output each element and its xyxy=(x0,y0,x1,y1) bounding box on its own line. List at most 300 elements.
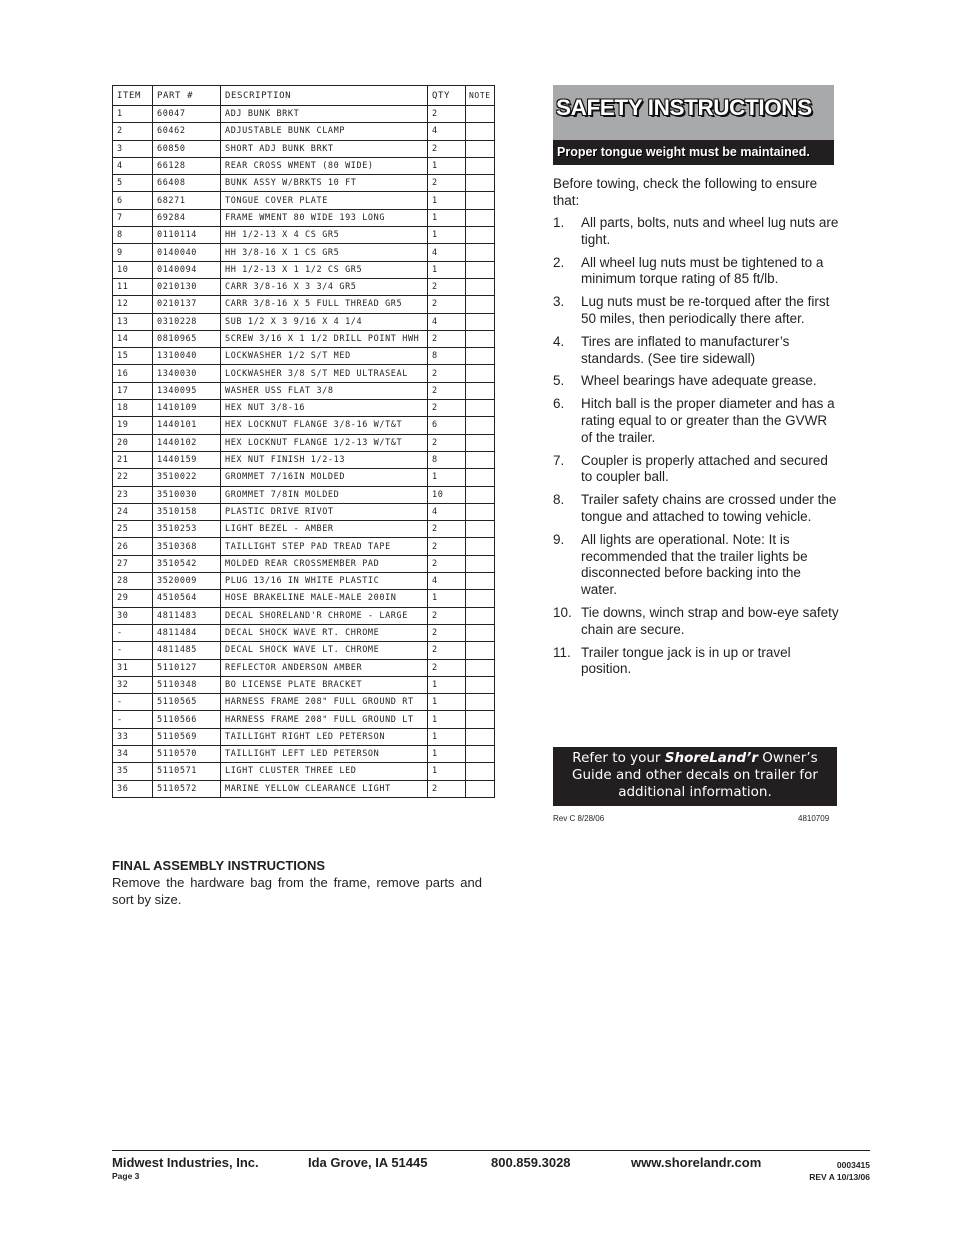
cell-qty: 2 xyxy=(428,330,466,347)
cell-part-number: 4811485 xyxy=(153,642,221,659)
cell-item: 15 xyxy=(113,348,153,365)
cell-description: DECAL SHOCK WAVE LT. CHROME xyxy=(221,642,428,659)
table-row xyxy=(113,434,495,451)
list-item xyxy=(553,215,839,249)
refer-text-post: Owner’s Guide and other decals on trailer for additional information. xyxy=(572,750,818,800)
cell-description: LIGHT BEZEL - AMBER xyxy=(221,521,428,538)
cell-note xyxy=(466,365,495,382)
cell-description: HEX LOCKNUT FLANGE 3/8-16 W/T&T xyxy=(221,417,428,434)
cell-note xyxy=(466,780,495,797)
list-item xyxy=(553,453,839,487)
cell-note xyxy=(466,417,495,434)
cell-note xyxy=(466,694,495,711)
table-row xyxy=(113,244,495,261)
cell-qty: 2 xyxy=(428,296,466,313)
table-row xyxy=(113,486,495,503)
cell-item: 8 xyxy=(113,227,153,244)
refer-box xyxy=(553,747,837,806)
cell-part-number: 60047 xyxy=(153,106,221,123)
cell-qty: 1 xyxy=(428,227,466,244)
cell-part-number: 0210130 xyxy=(153,278,221,295)
table-row xyxy=(113,728,495,745)
list-item xyxy=(553,532,839,599)
cell-qty: 2 xyxy=(428,382,466,399)
cell-item: 20 xyxy=(113,434,153,451)
cell-item: 17 xyxy=(113,382,153,399)
cell-qty: 1 xyxy=(428,209,466,226)
cell-part-number: 5110572 xyxy=(153,780,221,797)
cell-qty: 2 xyxy=(428,521,466,538)
cell-part-number: 3510158 xyxy=(153,503,221,520)
cell-part-number: 4510564 xyxy=(153,590,221,607)
cell-qty: 2 xyxy=(428,400,466,417)
table-row xyxy=(113,382,495,399)
cell-item: 12 xyxy=(113,296,153,313)
table-row xyxy=(113,140,495,157)
cell-qty: 1 xyxy=(428,261,466,278)
cell-item: - xyxy=(113,642,153,659)
cell-note xyxy=(466,676,495,693)
final-assembly-section xyxy=(112,857,482,908)
cell-qty: 1 xyxy=(428,745,466,762)
cell-part-number: 3510030 xyxy=(153,486,221,503)
safety-subtitle: Proper tongue weight must be maintained. xyxy=(557,145,810,159)
list-item xyxy=(553,294,839,328)
cell-item: 4 xyxy=(113,157,153,174)
footer-website: www.shorelandr.com xyxy=(631,1155,762,1170)
cell-description: MOLDED REAR CROSSMEMBER PAD xyxy=(221,555,428,572)
cell-part-number: 4811483 xyxy=(153,607,221,624)
list-item-number: 3. xyxy=(553,294,565,310)
cell-description: LOCKWASHER 1/2 S/T MED xyxy=(221,348,428,365)
col-header-description: DESCRIPTION xyxy=(221,86,428,106)
safety-part-number: 4810709 xyxy=(798,814,830,823)
cell-note xyxy=(466,763,495,780)
cell-part-number: 3510542 xyxy=(153,555,221,572)
cell-description: LOCKWASHER 3/8 S/T MED ULTRASEAL xyxy=(221,365,428,382)
final-assembly-text: Remove the hardware bag from the frame, remove parts and sort by size. xyxy=(112,875,482,907)
refer-brand: ShoreLand’r xyxy=(664,750,758,766)
cell-note xyxy=(466,451,495,468)
cell-part-number: 5110571 xyxy=(153,763,221,780)
cell-item: 1 xyxy=(113,106,153,123)
list-item xyxy=(553,605,839,639)
cell-part-number: 66408 xyxy=(153,175,221,192)
cell-note xyxy=(466,261,495,278)
list-item xyxy=(553,396,839,446)
cell-description: ADJUSTABLE BUNK CLAMP xyxy=(221,123,428,140)
cell-qty: 1 xyxy=(428,676,466,693)
cell-description: WASHER USS FLAT 3/8 xyxy=(221,382,428,399)
cell-item: 3 xyxy=(113,140,153,157)
cell-item: - xyxy=(113,694,153,711)
cell-qty: 6 xyxy=(428,417,466,434)
cell-qty: 2 xyxy=(428,642,466,659)
table-row xyxy=(113,348,495,365)
cell-note xyxy=(466,330,495,347)
list-item-number: 7. xyxy=(553,452,565,468)
cell-item: 2 xyxy=(113,123,153,140)
table-row xyxy=(113,296,495,313)
cell-note xyxy=(466,348,495,365)
cell-part-number: 5110565 xyxy=(153,694,221,711)
cell-note xyxy=(466,503,495,520)
cell-part-number: 4811484 xyxy=(153,624,221,641)
cell-qty: 4 xyxy=(428,573,466,590)
list-item-number: 10. xyxy=(553,604,572,620)
cell-item: 16 xyxy=(113,365,153,382)
cell-note xyxy=(466,140,495,157)
cell-part-number: 5110566 xyxy=(153,711,221,728)
cell-qty: 4 xyxy=(428,313,466,330)
cell-qty: 8 xyxy=(428,451,466,468)
cell-note xyxy=(466,296,495,313)
cell-part-number: 5110570 xyxy=(153,745,221,762)
list-item xyxy=(553,645,839,679)
cell-note xyxy=(466,400,495,417)
cell-note xyxy=(466,521,495,538)
cell-description: HH 1/2-13 X 4 CS GR5 xyxy=(221,227,428,244)
list-item xyxy=(553,492,839,526)
cell-note xyxy=(466,607,495,624)
cell-item: 13 xyxy=(113,313,153,330)
list-item-number: 11. xyxy=(553,644,571,660)
cell-description: REFLECTOR ANDERSON AMBER xyxy=(221,659,428,676)
col-header-item: ITEM xyxy=(113,86,153,106)
cell-item: 22 xyxy=(113,469,153,486)
cell-part-number: 0310228 xyxy=(153,313,221,330)
cell-qty: 4 xyxy=(428,244,466,261)
cell-qty: 1 xyxy=(428,157,466,174)
safety-revision: Rev C 8/28/06 xyxy=(553,814,605,823)
table-row xyxy=(113,780,495,797)
cell-description: PLUG 13/16 IN WHITE PLASTIC xyxy=(221,573,428,590)
cell-qty: 1 xyxy=(428,728,466,745)
cell-note xyxy=(466,538,495,555)
table-row xyxy=(113,192,495,209)
refer-text-pre: Refer to your xyxy=(572,750,665,766)
cell-note xyxy=(466,434,495,451)
safety-header xyxy=(553,85,834,165)
cell-part-number: 1340030 xyxy=(153,365,221,382)
parts-table-body xyxy=(113,106,495,798)
cell-part-number: 0110114 xyxy=(153,227,221,244)
cell-description: BO LICENSE PLATE BRACKET xyxy=(221,676,428,693)
table-row xyxy=(113,451,495,468)
cell-description: TAILLIGHT LEFT LED PETERSON xyxy=(221,745,428,762)
cell-part-number: 3510022 xyxy=(153,469,221,486)
cell-item: 31 xyxy=(113,659,153,676)
cell-note xyxy=(466,382,495,399)
cell-item: 29 xyxy=(113,590,153,607)
cell-qty: 2 xyxy=(428,365,466,382)
table-row xyxy=(113,261,495,278)
cell-description: GROMMET 7/8IN MOLDED xyxy=(221,486,428,503)
cell-note xyxy=(466,123,495,140)
cell-qty: 2 xyxy=(428,538,466,555)
cell-item: 6 xyxy=(113,192,153,209)
cell-note xyxy=(466,469,495,486)
table-row xyxy=(113,745,495,762)
safety-subtitle-bar xyxy=(553,140,834,165)
cell-qty: 2 xyxy=(428,278,466,295)
cell-qty: 2 xyxy=(428,780,466,797)
table-row xyxy=(113,400,495,417)
cell-qty: 2 xyxy=(428,555,466,572)
cell-qty: 2 xyxy=(428,175,466,192)
cell-note xyxy=(466,624,495,641)
table-row xyxy=(113,278,495,295)
list-item-text: Trailer tongue jack is in up or travel position. xyxy=(581,644,791,677)
cell-note xyxy=(466,590,495,607)
cell-item: 18 xyxy=(113,400,153,417)
cell-part-number: 3510368 xyxy=(153,538,221,555)
cell-description: HH 3/8-16 X 1 CS GR5 xyxy=(221,244,428,261)
list-item-number: 1. xyxy=(553,215,565,230)
cell-part-number: 0210137 xyxy=(153,296,221,313)
list-item xyxy=(553,334,839,368)
cell-item: - xyxy=(113,711,153,728)
safety-checklist xyxy=(553,215,839,684)
table-row xyxy=(113,624,495,641)
cell-qty: 10 xyxy=(428,486,466,503)
cell-item: 10 xyxy=(113,261,153,278)
cell-note xyxy=(466,175,495,192)
cell-item: 35 xyxy=(113,763,153,780)
parts-table xyxy=(112,85,495,798)
cell-note xyxy=(466,227,495,244)
cell-qty: 4 xyxy=(428,123,466,140)
cell-note xyxy=(466,313,495,330)
cell-part-number: 69284 xyxy=(153,209,221,226)
cell-item: 19 xyxy=(113,417,153,434)
cell-item: 9 xyxy=(113,244,153,261)
cell-qty: 2 xyxy=(428,624,466,641)
cell-qty: 1 xyxy=(428,763,466,780)
cell-item: 33 xyxy=(113,728,153,745)
table-row xyxy=(113,209,495,226)
cell-description: PLASTIC DRIVE RIVOT xyxy=(221,503,428,520)
cell-part-number: 1410109 xyxy=(153,400,221,417)
cell-description: HARNESS FRAME 208" FULL GROUND LT xyxy=(221,711,428,728)
cell-part-number: 1440101 xyxy=(153,417,221,434)
list-item-text: All parts, bolts, nuts and wheel lug nuts are tight. xyxy=(581,215,839,247)
table-row xyxy=(113,123,495,140)
cell-description: HOSE BRAKELINE MALE-MALE 200IN xyxy=(221,590,428,607)
list-item-number: 8. xyxy=(553,492,565,508)
cell-part-number: 1440102 xyxy=(153,434,221,451)
cell-note xyxy=(466,486,495,503)
cell-note xyxy=(466,192,495,209)
cell-description: SCREW 3/16 X 1 1/2 DRILL POINT HWH xyxy=(221,330,428,347)
table-row xyxy=(113,503,495,520)
cell-item: 21 xyxy=(113,451,153,468)
cell-part-number: 0140094 xyxy=(153,261,221,278)
cell-part-number: 5110348 xyxy=(153,676,221,693)
list-item-number: 2. xyxy=(553,254,565,270)
list-item-text: All lights are operational. Note: It is recommended that the trailer lights be disconnected before backing into the water. xyxy=(581,531,808,598)
col-header-note: NOTE xyxy=(466,86,495,106)
table-row xyxy=(113,521,495,538)
cell-description: MARINE YELLOW CLEARANCE LIGHT xyxy=(221,780,428,797)
cell-item: 30 xyxy=(113,607,153,624)
cell-item: 27 xyxy=(113,555,153,572)
safety-title: SAFETY INSTRUCTIONS xyxy=(556,95,812,120)
cell-item: - xyxy=(113,624,153,641)
cell-qty: 8 xyxy=(428,348,466,365)
cell-description: LIGHT CLUSTER THREE LED xyxy=(221,763,428,780)
table-row xyxy=(113,555,495,572)
cell-item: 24 xyxy=(113,503,153,520)
cell-note xyxy=(466,659,495,676)
table-row xyxy=(113,642,495,659)
table-row xyxy=(113,590,495,607)
cell-description: GROMMET 7/16IN MOLDED xyxy=(221,469,428,486)
list-item-text: Trailer safety chains are crossed under the tongue and attached to towing vehicle. xyxy=(581,492,837,524)
table-row xyxy=(113,469,495,486)
cell-item: 36 xyxy=(113,780,153,797)
cell-description: HH 1/2-13 X 1 1/2 CS GR5 xyxy=(221,261,428,278)
cell-note xyxy=(466,106,495,123)
cell-qty: 2 xyxy=(428,434,466,451)
cell-part-number: 1440159 xyxy=(153,451,221,468)
table-row xyxy=(113,417,495,434)
cell-note xyxy=(466,209,495,226)
cell-description: DECAL SHORELAND'R CHROME - LARGE xyxy=(221,607,428,624)
cell-description: SUB 1/2 X 3 9/16 X 4 1/4 xyxy=(221,313,428,330)
cell-item: 26 xyxy=(113,538,153,555)
list-item-text: Lug nuts must be re-torqued after the first 50 miles, then periodically there after. xyxy=(581,294,830,326)
table-row xyxy=(113,659,495,676)
table-row xyxy=(113,573,495,590)
cell-qty: 4 xyxy=(428,503,466,520)
cell-part-number: 5110569 xyxy=(153,728,221,745)
cell-part-number: 1310040 xyxy=(153,348,221,365)
cell-note xyxy=(466,157,495,174)
list-item-number: 9. xyxy=(553,531,565,547)
cell-qty: 1 xyxy=(428,711,466,728)
cell-description: CARR 3/8-16 X 3 3/4 GR5 xyxy=(221,278,428,295)
footer-divider xyxy=(112,1150,870,1151)
cell-qty: 2 xyxy=(428,607,466,624)
cell-qty: 1 xyxy=(428,590,466,607)
table-row xyxy=(113,763,495,780)
cell-item: 25 xyxy=(113,521,153,538)
cell-description: ADJ BUNK BRKT xyxy=(221,106,428,123)
table-row xyxy=(113,157,495,174)
safety-intro: Before towing, check the following to ensure that: xyxy=(553,176,818,208)
cell-note xyxy=(466,728,495,745)
list-item-text: Hitch ball is the proper diameter and has a rating equal to or greater than the GVWR of the trailer. xyxy=(581,396,835,445)
cell-item: 23 xyxy=(113,486,153,503)
cell-note xyxy=(466,278,495,295)
footer-city: Ida Grove, IA 51445 xyxy=(308,1155,428,1170)
cell-description: TONGUE COVER PLATE xyxy=(221,192,428,209)
footer-page-number: Page 3 xyxy=(112,1171,140,1181)
list-item-text: Tie downs, winch strap and bow-eye safety chain are secure. xyxy=(581,604,839,637)
list-item-text: All wheel lug nuts must be tightened to a minimum torque rating of 85 ft/lb. xyxy=(581,254,824,287)
cell-item: 11 xyxy=(113,278,153,295)
cell-part-number: 60850 xyxy=(153,140,221,157)
cell-item: 7 xyxy=(113,209,153,226)
cell-note xyxy=(466,244,495,261)
cell-part-number: 68271 xyxy=(153,192,221,209)
cell-qty: 1 xyxy=(428,469,466,486)
footer-phone: 800.859.3028 xyxy=(491,1155,571,1170)
list-item-number: 5. xyxy=(553,373,565,389)
table-row xyxy=(113,330,495,347)
cell-part-number: 5110127 xyxy=(153,659,221,676)
cell-qty: 2 xyxy=(428,106,466,123)
cell-item: 5 xyxy=(113,175,153,192)
cell-note xyxy=(466,555,495,572)
cell-description: DECAL SHOCK WAVE RT. CHROME xyxy=(221,624,428,641)
table-row xyxy=(113,538,495,555)
cell-qty: 2 xyxy=(428,659,466,676)
table-row xyxy=(113,676,495,693)
cell-qty: 2 xyxy=(428,140,466,157)
col-header-part: PART # xyxy=(153,86,221,106)
list-item-text: Tires are inflated to manufacturer’s standards. (See tire sidewall) xyxy=(581,333,790,366)
cell-part-number: 60462 xyxy=(153,123,221,140)
table-row xyxy=(113,694,495,711)
list-item-number: 4. xyxy=(553,333,565,349)
cell-qty: 1 xyxy=(428,192,466,209)
cell-description: HEX NUT 3/8-16 xyxy=(221,400,428,417)
cell-qty: 1 xyxy=(428,694,466,711)
table-row xyxy=(113,313,495,330)
final-assembly-title: FINAL ASSEMBLY INSTRUCTIONS xyxy=(112,858,326,873)
table-row xyxy=(113,607,495,624)
list-item xyxy=(553,373,839,390)
table-row xyxy=(113,106,495,123)
cell-part-number: 3510253 xyxy=(153,521,221,538)
cell-item: 32 xyxy=(113,676,153,693)
cell-description: HARNESS FRAME 208" FULL GROUND RT xyxy=(221,694,428,711)
cell-part-number: 66128 xyxy=(153,157,221,174)
cell-note xyxy=(466,573,495,590)
cell-part-number: 0140040 xyxy=(153,244,221,261)
list-item-text: Coupler is properly attached and secured to coupler ball. xyxy=(581,452,828,485)
cell-item: 14 xyxy=(113,330,153,347)
table-row xyxy=(113,711,495,728)
cell-item: 28 xyxy=(113,573,153,590)
cell-description: BUNK ASSY W/BRKTS 10 FT xyxy=(221,175,428,192)
col-header-qty: QTY xyxy=(428,86,466,106)
cell-description: TAILLIGHT RIGHT LED PETERSON xyxy=(221,728,428,745)
table-row xyxy=(113,227,495,244)
cell-description: SHORT ADJ BUNK BRKT xyxy=(221,140,428,157)
cell-description: TAILLIGHT STEP PAD TREAD TAPE xyxy=(221,538,428,555)
footer-company: Midwest Industries, Inc. xyxy=(112,1155,259,1170)
cell-description: HEX LOCKNUT FLANGE 1/2-13 W/T&T xyxy=(221,434,428,451)
cell-note xyxy=(466,745,495,762)
list-item xyxy=(553,255,839,289)
cell-description: CARR 3/8-16 X 5 FULL THREAD GR5 xyxy=(221,296,428,313)
cell-description: REAR CROSS WMENT (80 WIDE) xyxy=(221,157,428,174)
list-item-text: Wheel bearings have adequate grease. xyxy=(581,373,817,389)
cell-note xyxy=(466,642,495,659)
parts-table-header-row xyxy=(113,86,495,106)
cell-item: 34 xyxy=(113,745,153,762)
cell-description: HEX NUT FINISH 1/2-13 xyxy=(221,451,428,468)
cell-part-number: 0810965 xyxy=(153,330,221,347)
cell-part-number: 3520009 xyxy=(153,573,221,590)
table-row xyxy=(113,175,495,192)
list-item-number: 6. xyxy=(553,396,565,412)
footer-doc-revision: REV A 10/13/06 xyxy=(809,1172,870,1182)
footer-doc-number: 0003415 xyxy=(836,1160,870,1170)
